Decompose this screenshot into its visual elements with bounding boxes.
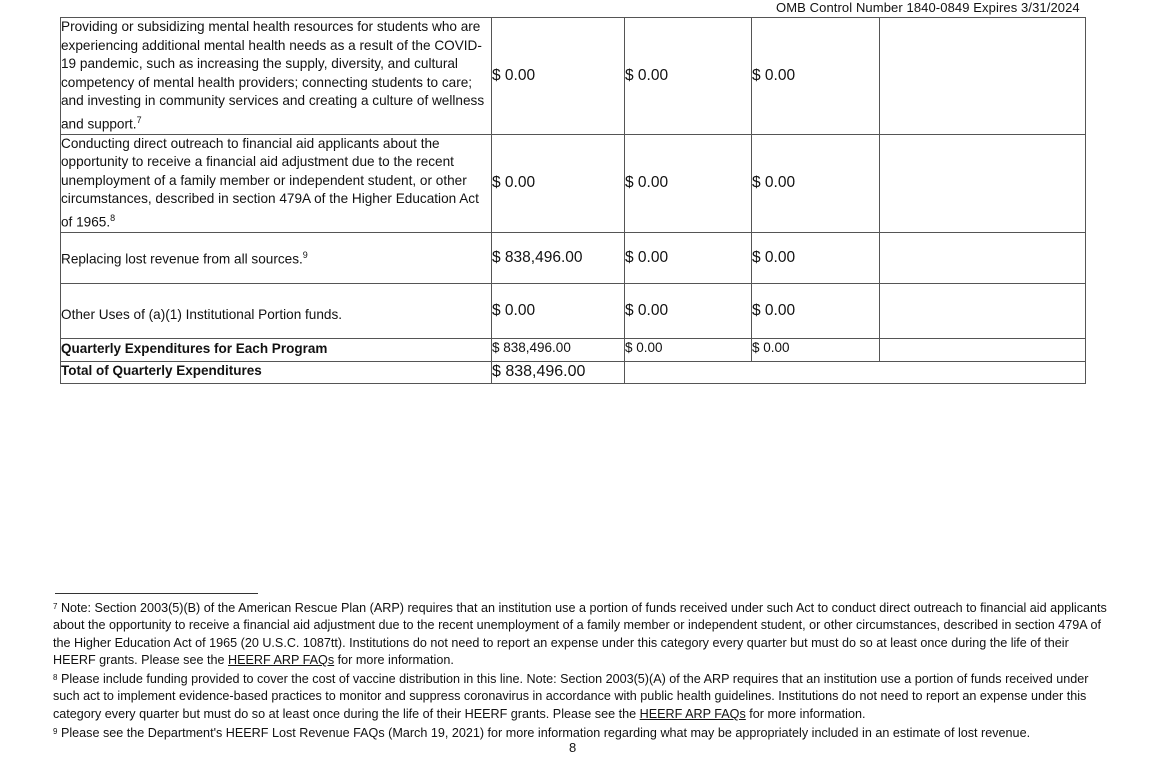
amount-cell: $ 0.00 (625, 232, 752, 283)
row-description: Conducting direct outreach to financial aid applicants about the opportunity to receive a financial aid adjustment due to the recent unemployment of a family member or independent student, or other circumstances, described in section 479A of the Higher Education Act of 1965.$^8$ (61, 134, 492, 232)
heerf-arp-faqs-link[interactable]: HEERF ARP FAQs (228, 652, 335, 667)
amount-cell: $ 0.00 (752, 134, 880, 232)
total-label: Total of Quarterly Expenditures (61, 361, 492, 383)
amount-cell: $ 0.00 (625, 134, 752, 232)
amount-cell: $ 0.00 (625, 283, 752, 338)
footnote-7: $^7$ Note: Section 2003(5)(B) of the American Rescue Plan (ARP) requires that an institution use a portion of funds received under such Act to conduct direct outreach to financial aid applicants about the opportunity to receive a financial aid adjustment due to the recent unemployment of a family member or independent student, or other circumstances, described in section 479A of the Higher Education Act of 1965 (20 U.S.C. 1087tt). Institutions do not need to report an expense under this category every quarter but must do so at least once during the life of their HEERF grants. Please see the HEERF ARP FAQs for more information. (53, 601, 1107, 667)
quarterly-label: Quarterly Expenditures for Each Program (61, 338, 492, 361)
page-number: 8 (569, 740, 577, 755)
footnotes (53, 598, 1113, 742)
table-row-mental-health (61, 18, 1086, 135)
amount-cell: $ 0.00 (625, 338, 752, 361)
amount-cell: $ 0.00 (752, 232, 880, 283)
amount-cell: $ 0.00 (625, 18, 752, 135)
amount-cell (880, 18, 1086, 135)
table-row-lost-revenue (61, 232, 1086, 283)
amount-cell: $ 0.00 (492, 134, 625, 232)
amount-cell: $ 0.00 (492, 283, 625, 338)
table-row-financial-aid-outreach (61, 134, 1086, 232)
footnote-divider (55, 593, 258, 594)
footnote-8: $^8$ Please include funding provided to cover the cost of vaccine distribution in this line. Note: Section 2003(5)(A) of the ARP requires that an institution use a portion of funds received under such act to implement evidence-based practices to monitor and suppress coronavirus in accordance with public health guidelines. Institutions do not need to report an expense under this category every quarter but must do so at least once during the life of their HEERF grants. Please see the HEERF ARP FAQs for more information. (53, 672, 1089, 721)
amount-cell: $ 838,496.00 (492, 338, 625, 361)
amount-cell: $ 0.00 (752, 18, 880, 135)
amount-cell (880, 283, 1086, 338)
amount-cell: $ 0.00 (752, 338, 880, 361)
heerf-arp-faqs-link[interactable]: HEERF ARP FAQs (639, 706, 746, 721)
amount-cell: $ 838,496.00 (492, 232, 625, 283)
expenditure-table (60, 17, 1086, 384)
table-row-total (61, 361, 1086, 383)
table-row-quarterly-expenditures (61, 338, 1086, 361)
row-description: Providing or subsidizing mental health resources for students who are experiencing additional mental health needs as a result of the COVID-19 pandemic, such as increasing the supply, diversity, and cultural competency of mental health providers; connecting students to care; and investing in community services and creating a culture of wellness and support.$^7$ (61, 18, 492, 135)
total-empty-cell (625, 361, 1086, 383)
amount-cell: $ 0.00 (752, 283, 880, 338)
amount-cell (880, 134, 1086, 232)
total-amount: $ 838,496.00 (492, 361, 625, 383)
omb-control-number: OMB Control Number 1840-0849 Expires 3/31/2024 (776, 0, 1080, 15)
amount-cell (880, 338, 1086, 361)
footnote-9: $^9$ Please see the Department's HEERF Lost Revenue FAQs (March 19, 2021) for more information regarding what may be appropriately included in an estimate of lost revenue. (53, 726, 1031, 741)
row-description: Replacing lost revenue from all sources.$^9$ (61, 232, 492, 283)
row-description: Other Uses of (a)(1) Institutional Portion funds. (61, 283, 492, 338)
table-row-other-uses (61, 283, 1086, 338)
amount-cell (880, 232, 1086, 283)
amount-cell: $ 0.00 (492, 18, 625, 135)
